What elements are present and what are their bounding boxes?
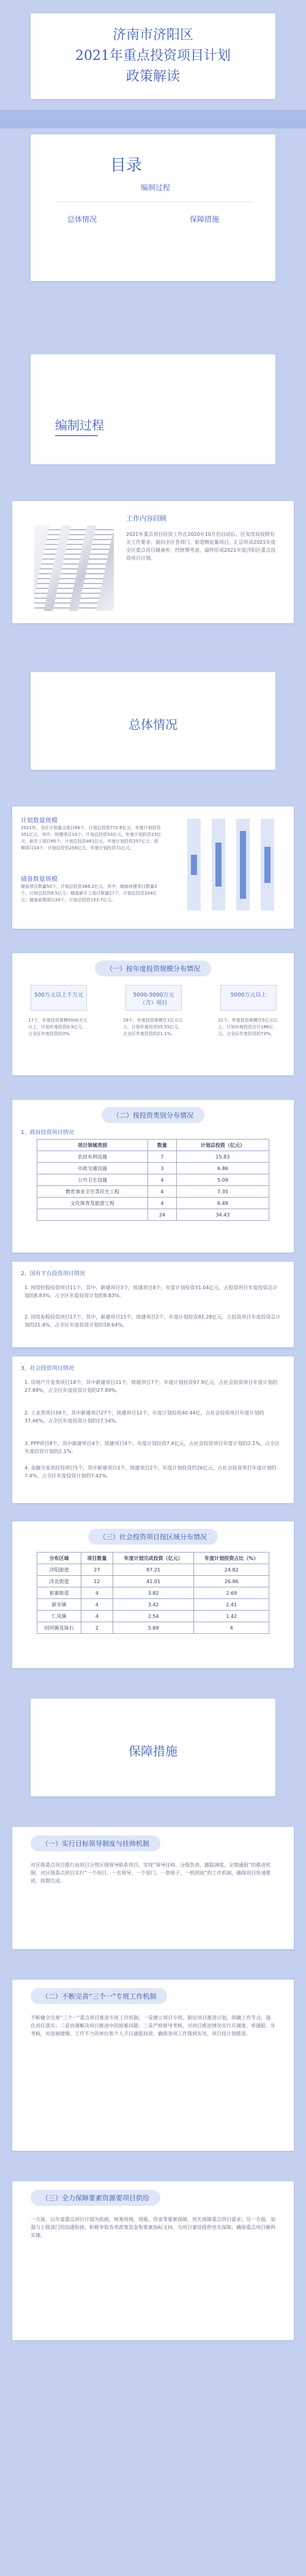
table1-row-cell: 15.83 — [176, 1151, 269, 1163]
street-row — [37, 1622, 269, 1634]
bar-fill — [264, 847, 271, 883]
bar-column — [236, 819, 250, 910]
street-row-cell: 2.69 — [194, 1587, 269, 1599]
header-band — [0, 0, 306, 104]
ring-2 — [125, 985, 182, 1011]
measure3-card — [12, 2181, 294, 2340]
toc-title: 目录 — [110, 156, 143, 175]
plan-heading: 计划数量规模 — [21, 818, 58, 824]
field-text2a: 1. 国资控股投资项目11个，其中，新建项目3个，续建项目8个，年度计划投资31.04亿元，占投资项目年度投资总计划的8.83%，占全区年度投资计划的8.83%。 — [24, 1285, 278, 1298]
street-row — [37, 1587, 269, 1599]
street-header-3: 年度计划完成投资（亿元） — [113, 1553, 194, 1564]
section3-title-card — [31, 1699, 275, 1796]
toc-item-3[interactable]: 保障措施 — [190, 215, 220, 224]
street-card — [12, 1521, 294, 1668]
measure1-pill: （一）实行目标领导制度与挂帅机制 — [31, 1835, 160, 1851]
header-title-line1: 济南市济阳区 — [112, 27, 193, 43]
street-row — [37, 1599, 269, 1611]
field-pill: （二）按投资类别分布情况 — [102, 1107, 204, 1123]
street-row-cell: 24.82 — [194, 1564, 269, 1576]
table1-row-cell: 7.35 — [176, 1186, 269, 1198]
section1-content-band — [0, 489, 306, 648]
table1-row-cell: 4 — [148, 1186, 177, 1198]
measure1-text: 对区级重点项目推行由项目分管区级领导联系项目，实现“领导挂帅、分级负责、跟踪调度、定期通报”的推进机制；对区级重点项目实行“一个项目、一名领导、一个部门、一套班子、一抓到底”的工作机制，确保项目快速推进，按期完成。 — [31, 1862, 271, 1884]
header-card — [31, 13, 275, 99]
measures-band — [0, 1821, 306, 2576]
field-text3c: 3. PPP项目8个，其中新建项目4个，续建项目4个，年度计划投资7.4亿元，占社会投资项目年度计划的2.1%，占全区年度投资计划的2.1%。 — [24, 1441, 280, 1454]
ring-2-label: 5000-5000万元（含）项目 — [133, 992, 174, 1006]
table1-row-cell: 24 — [148, 1209, 177, 1221]
street-header-1: 分布区域 — [37, 1553, 81, 1564]
street-row-cell: 济阳街道 — [37, 1564, 81, 1576]
street-row-cell: 27 — [81, 1564, 113, 1576]
table1-row-cell: 6.48 — [176, 1198, 269, 1209]
bar-column — [187, 819, 201, 910]
measure2-card — [12, 1980, 294, 2151]
header-title-line2: 2021年重点投资项目计划 — [75, 48, 231, 64]
section1-card-title: 工作内容回顾 — [126, 514, 166, 522]
table1-row — [37, 1174, 269, 1186]
table1-row — [37, 1198, 269, 1209]
street-row — [37, 1576, 269, 1587]
field-sub2: 2、国有平台投资项目情况 — [21, 1271, 85, 1277]
table1-row-cell: 公共卫生设施 — [37, 1174, 148, 1186]
table1-row — [37, 1186, 269, 1198]
street-row-cell: 4 — [194, 1622, 269, 1634]
street-row — [37, 1564, 269, 1576]
section1-title-underline — [55, 435, 98, 436]
toc-band — [0, 110, 306, 293]
street-row-cell: 仁风镇 — [37, 1611, 81, 1622]
street-header-4: 年度计划投资占比（%） — [194, 1553, 269, 1564]
street-row-cell: 2.41 — [194, 1599, 269, 1611]
measure2-text: 不断健全完善“三个一”重点项目推进专班工作机制，一是建立项目专班，制定项目推进计划，明确工作节点，强化责任落实；二是协调解决项目推进中的困难问题；三是严格督导考核，对项目推进情况实行月调度、季通报、年考核，对进展缓慢、工作不力的单位和个人予以通报问责，确保各项工作落到实处，项目按计划推进。 — [31, 2015, 275, 2036]
reserve-heading: 储备数量规模 — [21, 876, 58, 883]
street-row-cell: 崔寨街道 — [37, 1587, 81, 1599]
section1-band — [0, 342, 306, 477]
table1-header-3: 计划总投资（亿元） — [176, 1140, 269, 1151]
street-row-cell: 2 — [81, 1622, 113, 1634]
street-band — [0, 1515, 306, 1674]
measure2-pill: （二）不断完善“三个一”专班工作机制 — [31, 1988, 167, 2004]
street-row-cell: 4 — [81, 1587, 113, 1599]
street-pill: （三）社会投资项目按区域分布情况 — [88, 1529, 218, 1545]
street-row-cell: 4 — [81, 1599, 113, 1611]
street-row-cell: 1.42 — [194, 1611, 269, 1622]
dist-col-3: 22个，年度投资规模在5亿元以上，计划年度投资合计186亿元，占全区年度投资的73%。 — [218, 1018, 278, 1036]
section2-content-card — [12, 807, 294, 929]
street-row-cell: 3.42 — [113, 1599, 194, 1611]
street-row-cell: 2.54 — [113, 1611, 194, 1622]
toc-item-1[interactable]: 编制过程 — [141, 183, 171, 192]
gov-invest-table — [37, 1139, 269, 1221]
table1-row-cell: 教育事业卫生等民生工程 — [37, 1186, 148, 1198]
table1-row — [37, 1209, 269, 1221]
toc-item-2[interactable]: 总体情况 — [67, 215, 97, 224]
bars-area — [184, 819, 282, 917]
table1-row — [37, 1163, 269, 1174]
section1-content-card — [12, 501, 294, 623]
table1-row — [37, 1151, 269, 1163]
plan-text: 2021年，全区计划重点项目89个，计划总投资772.6亿元，年度计划投资351亿元。其中，续建项目10个，计划总投资53亿元，年度计划投资23亿元；新开工项目65个，计划总投资461亿元，年度计划投资257亿元；前期项目14个，计划总投资258亿元，年度计划投资71亿元。 — [21, 825, 162, 851]
street-row-cell: 回河镇及垛石 — [37, 1622, 81, 1634]
table1-row-cell: 市政交通设施 — [37, 1163, 148, 1174]
section2-title-card — [31, 672, 275, 770]
section3-band — [0, 1686, 306, 1809]
field-sub3: 3、社会投资项目情况 — [21, 1366, 74, 1372]
table1-row-cell: 34.43 — [176, 1209, 269, 1221]
street-row-cell: 新市镇 — [37, 1599, 81, 1611]
section1-card-text: 2021年重点项目投资工作在2020年10月份启动后，区发改局按照有关工作要求，面向全区各部门、街道镇征集项目，汇总形成2021年度全区重点项目储备库，经统筹考虑，最终形成2021年度济阳区重点投资项目计划。 — [126, 532, 276, 561]
table1-header-2: 数量 — [148, 1140, 177, 1151]
street-table — [37, 1552, 269, 1634]
street-row-cell: 5.69 — [113, 1622, 194, 1634]
street-row-cell: 87.21 — [113, 1564, 194, 1576]
bar-fill — [215, 843, 222, 887]
table1-row-cell: 6.86 — [176, 1163, 269, 1174]
dist-card — [12, 953, 294, 1075]
street-row-cell: 12 — [81, 1576, 113, 1587]
field-card-2 — [12, 1262, 294, 1347]
street-row-cell: 41.01 — [113, 1576, 194, 1587]
table1-row-cell: 农田水利设施 — [37, 1151, 148, 1163]
table1-header-1: 项目领域类别 — [37, 1140, 148, 1151]
reserve-text: 储备项目数量50个，计划总投资366.2亿元。其中，储备续建项目数量3个，计划总投资8.5亿元；储备新开工项目数量27个，计划总投资204亿元；储备前期项目20个，计划总投资153.7亿元。 — [21, 884, 157, 902]
toc-card — [31, 134, 275, 281]
bar-column — [261, 819, 274, 910]
field-text3b: 2. 工业类项目39个，其中新建项目27个，续建项目12个，年度计划投资40.44亿，占社会投资项目年度计划的37.46%，占全区年度投资计划的17.54%。 — [24, 1410, 264, 1424]
table1-row-cell: 5.09 — [176, 1174, 269, 1186]
field-text3a: 1. 房地产开发类项目18个，其中新建项目11个，续建项目7个，年度计划投资97.9亿元，占社会投资项目年度计划的27.89%，占全区年度投资计划的27.89%。 — [24, 1380, 278, 1393]
section2-band — [0, 660, 306, 782]
section2-content-band — [0, 794, 306, 935]
street-row-cell: 3.82 — [113, 1587, 194, 1599]
ring-3 — [220, 985, 277, 1011]
dist-col-2: 29个，年度投资规模在1亿元以上，计划年度投资55.55亿元，占全区年度投资的21.1%。 — [123, 1018, 183, 1036]
table1-row-cell — [37, 1209, 148, 1221]
ring-3-label: 5000万元以上 — [230, 992, 267, 998]
table1-row-cell: 4 — [148, 1198, 177, 1209]
field-card-3 — [12, 1356, 294, 1503]
street-row-cell: 4 — [81, 1611, 113, 1622]
field-sub1: 1、政府投资项目情况 — [21, 1130, 74, 1136]
field-band — [0, 1094, 306, 1509]
ring-1 — [31, 985, 87, 1011]
section3-title: 保障措施 — [129, 1744, 177, 1758]
street-row-cell: 济北街道 — [37, 1576, 81, 1587]
street-row — [37, 1611, 269, 1622]
ring-1-label: 500万元以上千万元 — [34, 992, 84, 998]
dist-col-1: 17个，年度投资规模5000万元以上，计划年度投资9.3亿元，占全区年度投资的3%。 — [28, 1018, 88, 1036]
measure3-pill: （三）全力保障要素资源要项目供给 — [31, 2190, 160, 2206]
section1-title: 编制过程 — [55, 418, 104, 433]
street-header-2: 项目数量 — [81, 1553, 113, 1564]
table1-row-cell: 3 — [148, 1163, 177, 1174]
field-card — [12, 1100, 294, 1253]
section1-title-card — [31, 354, 275, 464]
table1-row-cell: 4 — [148, 1174, 177, 1186]
bar-fill — [240, 831, 246, 899]
measure1-card — [12, 1827, 294, 1949]
building-image — [34, 525, 114, 611]
dist-band — [0, 941, 306, 1088]
field-text3d: 4. 金融交易类投资项目5个，其中新建项目3个，续建项目2个，年度计划投资约26亿元，占社会投资项目年度计划的7.4%，占全区年度投资计划的7.42%。 — [24, 1465, 277, 1479]
bar-column — [212, 819, 225, 910]
street-row-cell: 26.86 — [194, 1576, 269, 1587]
table1-row-cell: 7 — [148, 1151, 177, 1163]
measure3-text: 一方面，以年度重点项目计划为依据，统筹用地、用能、资金等要素保障，优先保障重点项目需求；另一方面，加强与上级部门的沟通衔接，积极争取各类政策资金和要素指标支持，为项目建设提供坚实保障，确保重点项目顺利实施。 — [31, 2217, 275, 2238]
bar-fill — [191, 855, 197, 875]
field-text2b: 2. 国资参股投资项目17个，其中，新建项目15个，续建项目2个，年度计划投资81.28亿元，占投资项目年度投资总计划的21.4%，占全区年度投资计划的18.64%。 — [24, 1314, 281, 1328]
toc-top-stripe — [0, 110, 306, 128]
header-title-line3: 政策解读 — [125, 69, 180, 84]
dist-pill: （一）按年度投资规模分布情况 — [95, 961, 211, 976]
section2-title: 总体情况 — [129, 717, 177, 732]
table1-row-cell: 文化体育及旅游工程 — [37, 1198, 148, 1209]
